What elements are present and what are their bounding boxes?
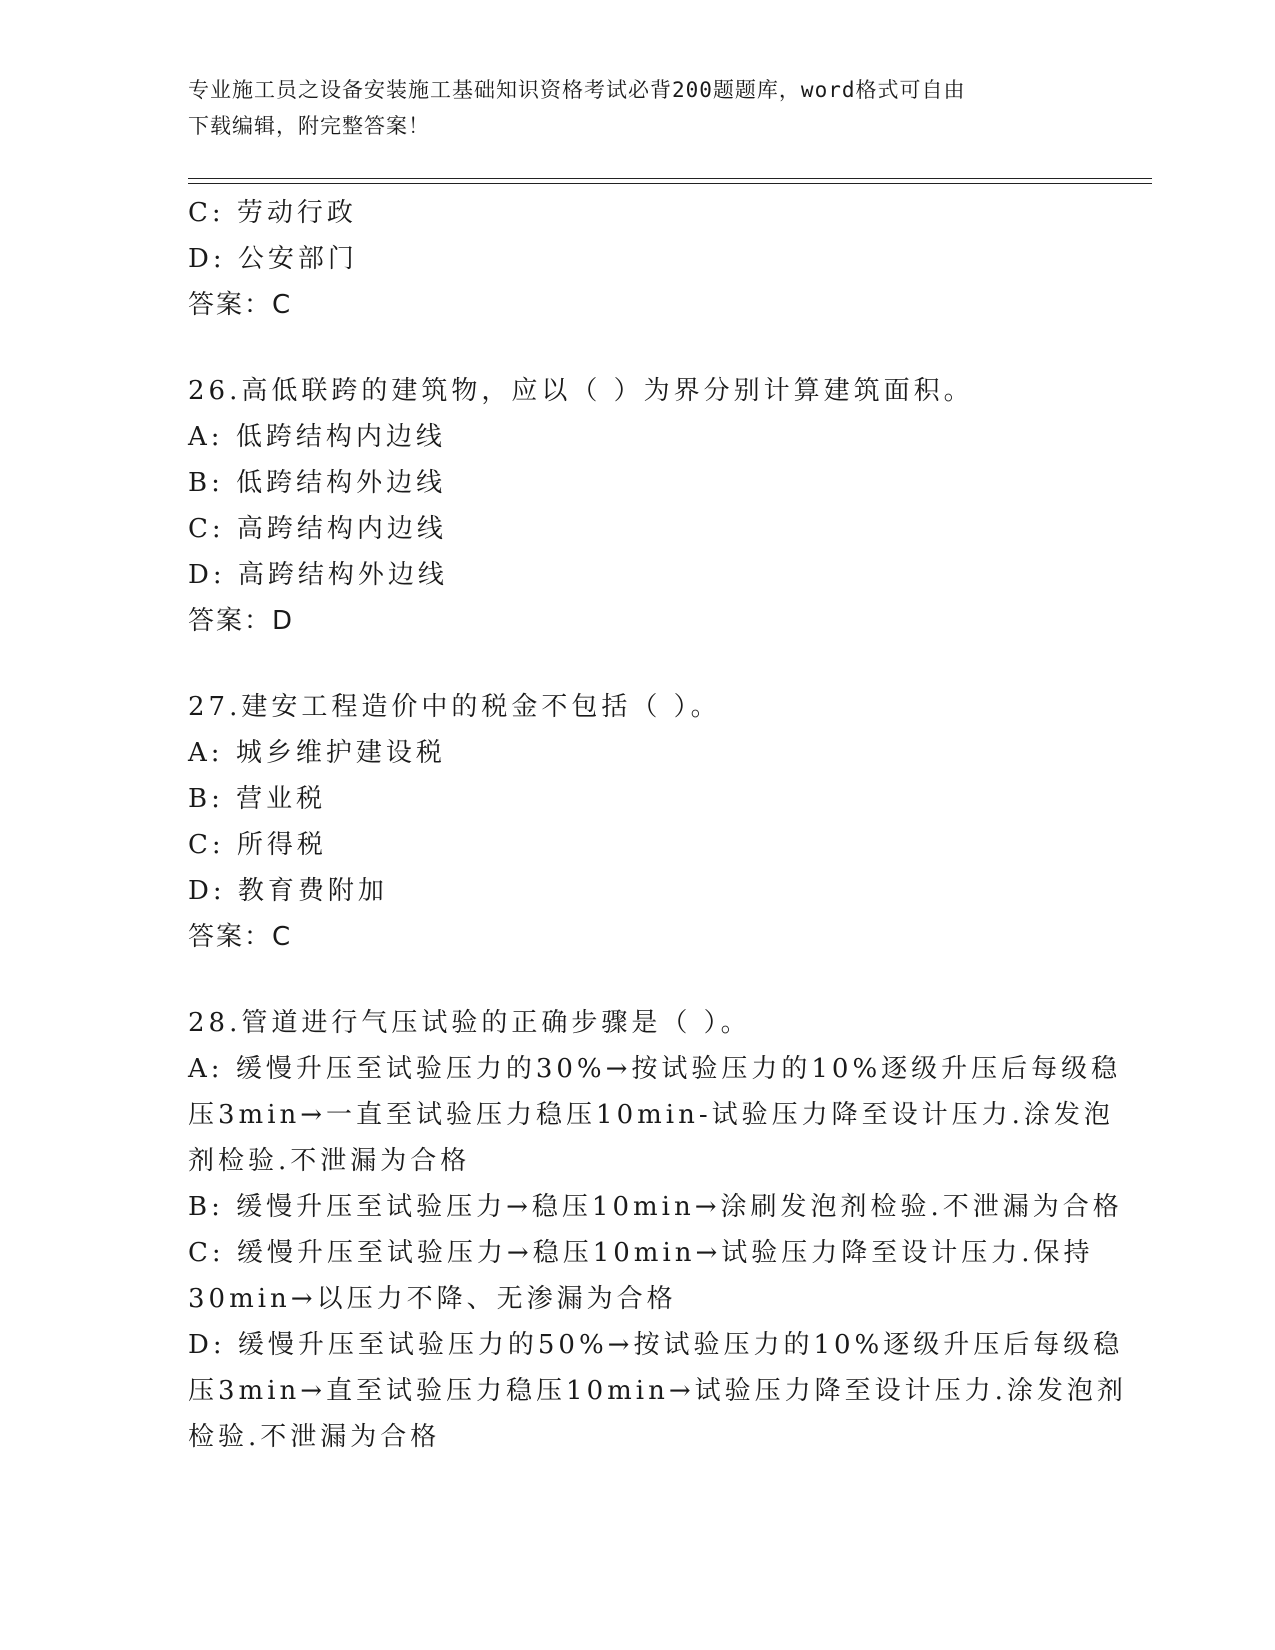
- question-stem: 26.高低联跨的建筑物，应以（ ）为界分别计算建筑面积。: [188, 376, 974, 406]
- option-text-line: 剂检验.不泄漏为合格: [188, 1146, 471, 1176]
- answer-line: 答案：D: [188, 606, 295, 636]
- option-text-line: 压3min→一直至试验压力稳压10min-试验压力降至设计压力.涂发泡: [188, 1100, 1114, 1130]
- option-b: B: 营业税: [188, 784, 327, 814]
- option-d: D: 缓慢升压至试验压力的50%→按试验压力的10%逐级升压后每级稳 压3min→直至试验压力稳压10min→试验压力降至设计压力.涂发泡剂 检验.不泄漏为合格: [188, 1322, 1088, 1460]
- question-stem: 28.管道进行气压试验的正确步骤是（ ）。: [188, 1008, 751, 1038]
- question-block-27: [188, 684, 1088, 960]
- option-text-line: 缓慢升压至试验压力→稳压10min→涂刷发泡剂检验.不泄漏为合格: [236, 1192, 1123, 1222]
- answer-line: 答案：C: [188, 290, 293, 320]
- header-divider-top: [188, 178, 1152, 179]
- option-text-line: 压3min→直至试验压力稳压10min→试验压力降至设计压力.涂发泡剂: [188, 1376, 1127, 1406]
- question-block-28: [188, 1000, 1127, 1460]
- option-text-line: 缓慢升压至试验压力的30%→按试验压力的10%逐级升压后每级稳: [235, 1054, 1122, 1084]
- question-block-25: [188, 190, 1088, 328]
- answer-line: 答案：C: [188, 922, 293, 952]
- header-divider-bottom: [188, 183, 1152, 184]
- question-stem: 27.建安工程造价中的税金不包括（ ）。: [188, 692, 721, 722]
- option-a: A: 缓慢升压至试验压力的30%→按试验压力的10%逐级升压后每级稳 压3min→一直至试验压力稳压10min-试验压力降至设计压力.涂发泡 剂检验.不泄漏为合格: [188, 1046, 1088, 1184]
- option-c: C: 所得税: [188, 830, 327, 860]
- option-d: D: 教育费附加: [188, 876, 388, 906]
- header-line-2: 下载编辑，附完整答案！: [188, 114, 430, 138]
- option-b: B: 缓慢升压至试验压力→稳压10min→涂刷发泡剂检验.不泄漏为合格: [188, 1192, 1123, 1222]
- option-b: B: 低跨结构外边线: [188, 468, 447, 498]
- option-a: A: 城乡维护建设税: [188, 738, 446, 768]
- question-content: [188, 190, 1127, 1460]
- question-block-26: [188, 368, 1088, 644]
- option-c: C: 劳动行政: [188, 198, 357, 228]
- option-text-line: 缓慢升压至试验压力→稳压10min→试验压力降至设计压力.保持: [236, 1238, 1094, 1268]
- option-c: C: 缓慢升压至试验压力→稳压10min→试验压力降至设计压力.保持 30min→以压力不降、无渗漏为合格: [188, 1230, 1088, 1322]
- option-text-line: 缓慢升压至试验压力的50%→按试验压力的10%逐级升压后每级稳: [237, 1330, 1124, 1360]
- option-c: C: 高跨结构内边线: [188, 514, 447, 544]
- option-text-line: 30min→以压力不降、无渗漏为合格: [188, 1284, 677, 1314]
- header-line-1: 专业施工员之设备安装施工基础知识资格考试必背200题题库，word格式可自由: [188, 78, 966, 102]
- option-text-line: 检验.不泄漏为合格: [188, 1422, 441, 1452]
- option-a: A: 低跨结构内边线: [188, 422, 446, 452]
- option-d: D: 公安部门: [188, 244, 358, 274]
- document-header: [188, 72, 1088, 144]
- option-d: D: 高跨结构外边线: [188, 560, 448, 590]
